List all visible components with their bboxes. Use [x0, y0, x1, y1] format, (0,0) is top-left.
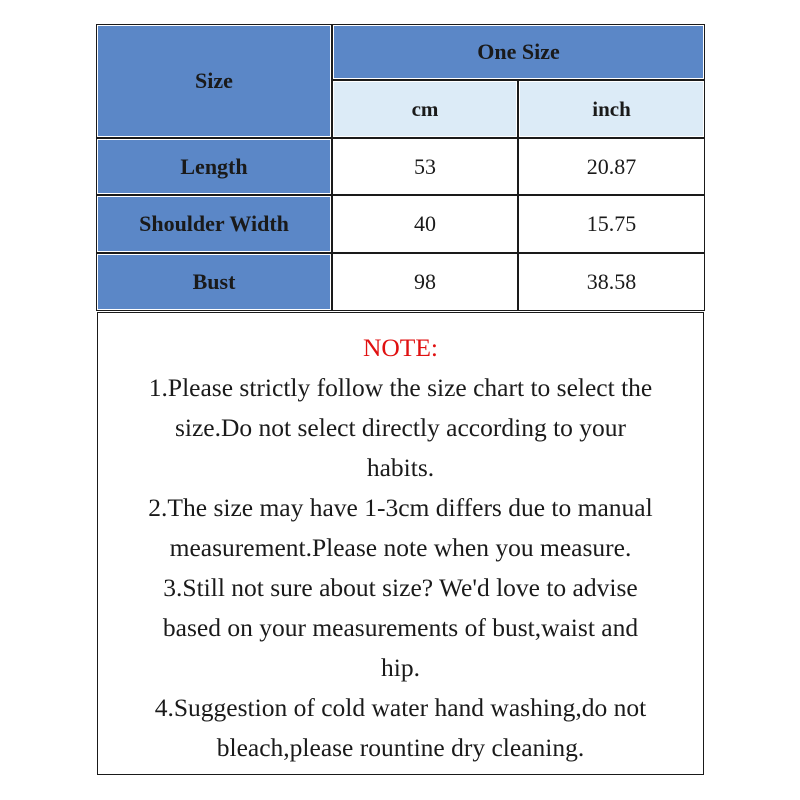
cell-bust-inch	[520, 255, 703, 309]
size-header-label: Size	[195, 68, 233, 93]
note-line: habits.	[366, 453, 435, 482]
cell-length-cm	[334, 140, 516, 193]
note-line: measurement.Please note when you measure.	[169, 533, 632, 562]
cm-header-cell	[334, 82, 516, 136]
one-size-header-label: One Size	[477, 39, 560, 64]
note-line: 3.Still not sure about size? We'd love to advise	[163, 573, 638, 602]
cell-value: 98	[414, 269, 436, 294]
cm-header-label: cm	[411, 96, 439, 121]
row-label-text: Length	[180, 153, 248, 179]
cell-value: 15.75	[586, 211, 637, 236]
cell-length-inch	[520, 140, 703, 193]
note-title: NOTE:	[362, 333, 439, 362]
inch-header-cell	[520, 82, 703, 136]
cell-value: 53	[414, 153, 436, 179]
row-label-shoulder-width	[98, 197, 330, 251]
cell-shoulder-inch	[520, 197, 703, 251]
cell-value: 38.58	[586, 269, 637, 294]
note-line: bleach,please rountine dry cleaning.	[216, 733, 585, 762]
note-box	[97, 312, 704, 775]
cell-shoulder-cm	[334, 197, 516, 251]
note-line: 4.Suggestion of cold water hand washing,do not	[154, 693, 647, 722]
cell-value: 20.87	[586, 153, 637, 179]
row-label-text: Bust	[192, 269, 236, 294]
note-line: 1.Please strictly follow the size chart to select the	[148, 373, 653, 402]
one-size-header-cell	[334, 26, 703, 78]
cell-bust-cm	[334, 255, 516, 309]
inch-header-label: inch	[592, 96, 631, 121]
cell-value: 40	[414, 211, 436, 236]
note-line: based on your measurements of bust,waist and	[162, 613, 639, 642]
note-line: 2.The size may have 1-3cm differs due to manual	[148, 493, 653, 522]
note-line: hip.	[381, 653, 420, 682]
note-line: size.Do not select directly according to your	[174, 413, 627, 442]
row-label-text: Shoulder Width	[139, 211, 289, 236]
row-label-length	[98, 140, 330, 193]
row-label-bust	[98, 255, 330, 309]
size-header-cell	[98, 26, 330, 136]
